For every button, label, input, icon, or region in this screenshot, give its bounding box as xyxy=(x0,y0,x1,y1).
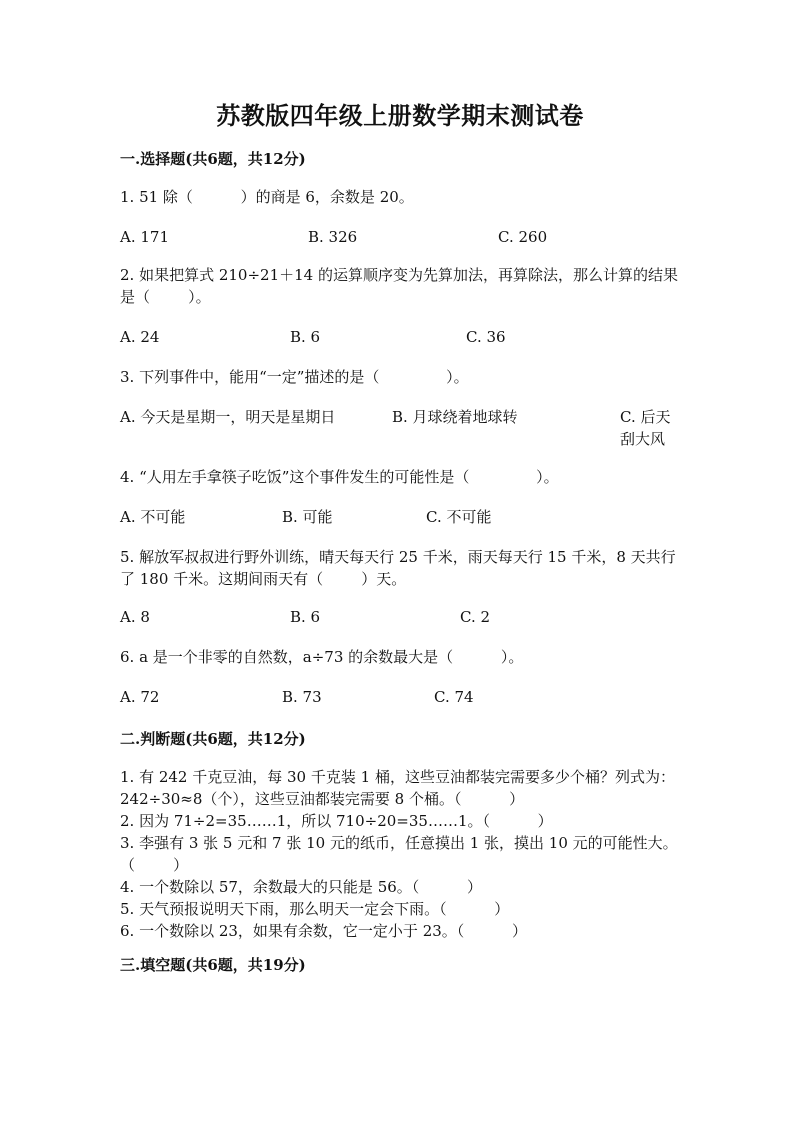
option-a: A. 不可能 xyxy=(120,508,186,526)
judge-item-4: 4. 一个数除以 57，余数最大的只能是 56。（ ） xyxy=(120,878,482,896)
option-c: C. 36 xyxy=(466,328,506,346)
section-heading-fill: 三.填空题(共6题，共19分) xyxy=(120,956,306,974)
judge-item-6: 6. 一个数除以 23，如果有余数，它一定小于 23。（ ） xyxy=(120,922,527,940)
option-a: A. 72 xyxy=(120,688,160,706)
judge-item-3: 3. 李强有 3 张 5 元和 7 张 10 元的纸币，任意摸出 1 张，摸出 10 元的可能性大。 （ ） xyxy=(120,834,726,874)
choice-options-2 xyxy=(120,326,680,348)
option-c: C. 不可能 xyxy=(426,508,492,526)
choice-question-5: 5. 解放军叔叔进行野外训练，晴天每天行 25 千米，雨天每天行 15 千米，8 天共行了 180 千米。这期间雨天有（ ）天。 xyxy=(120,548,676,588)
choice-options-3 xyxy=(120,406,680,450)
choice-options-1 xyxy=(120,226,680,248)
judge-item-1: 1. 有 242 千克豆油，每 30 千克装 1 桶，这些豆油都装完需要多少个桶？列式为：242÷30≈8（个），这些豆油都装完需要 8 个桶。（ ） xyxy=(120,768,675,808)
option-c: C. 后天刮大风 xyxy=(620,408,671,448)
option-c: C. 2 xyxy=(460,608,491,626)
judge-item-5: 5. 天气预报说明天下雨，那么明天一定会下雨。（ ） xyxy=(120,900,510,918)
choice-question-2: 2. 如果把算式 210÷21＋14 的运算顺序变为先算加法，再算除法，那么计算的结果是（ ）。 xyxy=(120,266,678,306)
option-a: A. 今天是星期一，明天是星期日 xyxy=(120,408,336,426)
option-b: B. 73 xyxy=(282,688,322,706)
option-a: A. 171 xyxy=(120,228,169,246)
choice-options-6 xyxy=(120,686,680,708)
choice-question-1: 1. 51 除（ ）的商是 6，余数是 20。 xyxy=(120,188,414,206)
judge-list xyxy=(120,766,726,942)
option-b: B. 月球绕着地球转 xyxy=(392,408,518,426)
option-c: C. 74 xyxy=(434,688,474,706)
option-b: B. 6 xyxy=(290,608,321,626)
option-b: B. 可能 xyxy=(282,508,333,526)
choice-question-6: 6. a 是一个非零的自然数，a÷73 的余数最大是（ ）。 xyxy=(120,648,524,666)
option-a: A. 8 xyxy=(120,608,150,626)
choice-options-5 xyxy=(120,606,680,628)
option-a: A. 24 xyxy=(120,328,160,346)
option-b: B. 6 xyxy=(290,328,321,346)
section-heading-choice: 一.选择题(共6题，共12分) xyxy=(120,150,306,168)
page-title: 苏教版四年级上册数学期末测试卷 xyxy=(216,101,584,130)
choice-question-4: 4. “人用左手拿筷子吃饭”这个事件发生的可能性是（ ）。 xyxy=(120,468,559,486)
option-c: C. 260 xyxy=(498,228,548,246)
option-b: B. 326 xyxy=(308,228,358,246)
judge-item-2: 2. 因为 71÷2=35……1，所以 710÷20=35……1。（ ） xyxy=(120,812,553,830)
choice-question-3: 3. 下列事件中，能用“一定”描述的是（ ）。 xyxy=(120,368,469,386)
choice-options-4 xyxy=(120,506,680,528)
section-heading-judge: 二.判断题(共6题，共12分) xyxy=(120,730,306,748)
